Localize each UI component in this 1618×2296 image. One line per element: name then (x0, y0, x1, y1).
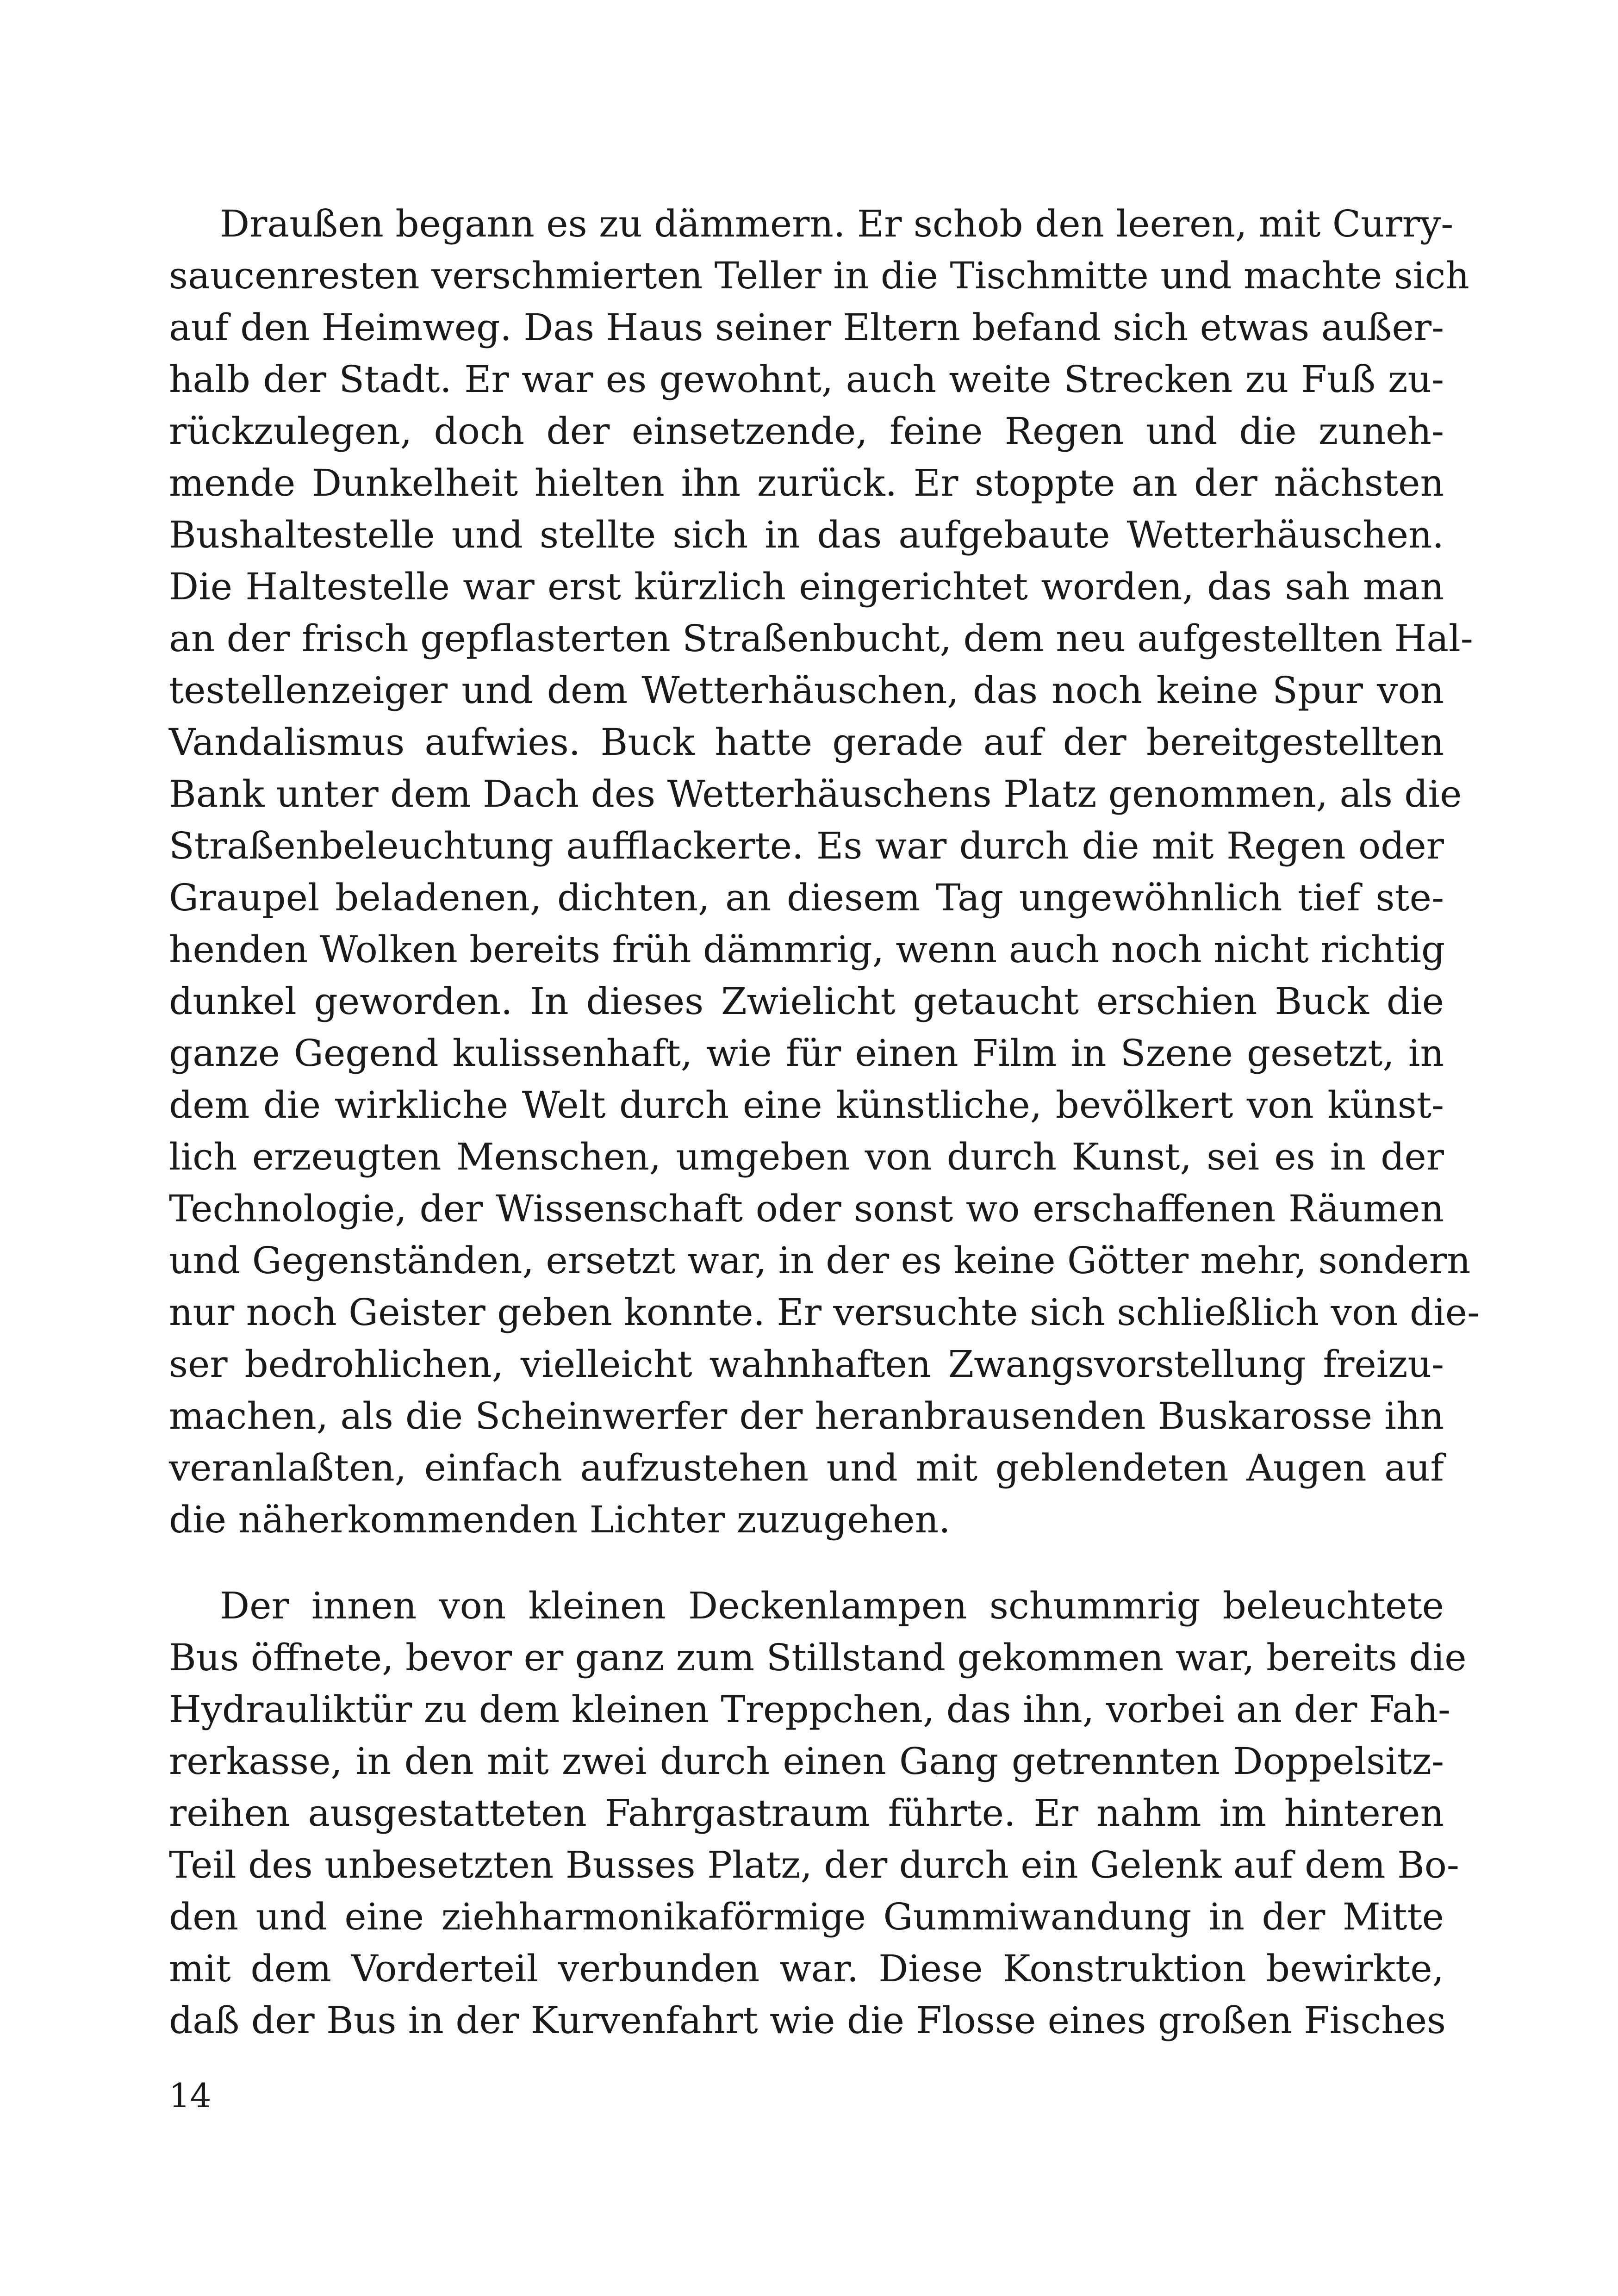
text-line: auf den Heimweg. Das Haus seiner Eltern befand sich etwas außer- (169, 306, 1444, 349)
text-line: Hydrauliktür zu dem kleinen Treppchen, das ihn, vorbei an der Fah- (169, 1688, 1451, 1731)
text-line: Vandalismus aufwies. Buck hatte gerade auf der bereitgestellten (169, 721, 1444, 764)
text-line: saucenresten verschmierten Teller in die Tischmitte und machte sich (169, 254, 1469, 297)
text-line: lich erzeugten Menschen, umgeben von durch Kunst, sei es in der (169, 1135, 1444, 1178)
text-line: den und eine ziehharmonikaförmige Gummiwandung in der Mitte (169, 1895, 1444, 1938)
paragraph (169, 1580, 1467, 2047)
text-line: daß der Bus in der Kurvenfahrt wie die Flosse eines großen Fisches (169, 1999, 1446, 2042)
paragraph-gap (169, 1546, 1444, 1580)
text-line: rückzulegen, doch der einsetzende, feine Regen und die zuneh- (169, 410, 1444, 453)
text-line: Der innen von kleinen Deckenlampen schummrig beleuchtete (220, 1584, 1444, 1627)
text-line: Bus öffnete, bevor er ganz zum Stillstand gekommen war, bereits die (169, 1636, 1467, 1679)
text-line: reihen ausgestatteten Fahrgastraum führte. Er nahm im hinteren (169, 1792, 1444, 1835)
text-line: henden Wolken bereits früh dämmrig, wenn auch noch nicht richtig (169, 928, 1445, 971)
text-line: die näherkommenden Lichter zuzugehen. (169, 1498, 951, 1541)
text-line: Technologie, der Wissenschaft oder sonst wo erschaffenen Räumen (169, 1187, 1444, 1230)
page-number: 14 (169, 2076, 212, 2115)
text-line: testellenzeiger und dem Wetterhäuschen, das noch keine Spur von (169, 669, 1444, 712)
text-line: dem die wirkliche Welt durch eine künstliche, bevölkert von künst- (169, 1083, 1444, 1126)
paragraph (169, 198, 1480, 1546)
text-line: ser bedrohlichen, vielleicht wahnhaften Zwangsvorstellung freizu- (169, 1343, 1444, 1386)
text-line: mende Dunkelheit hielten ihn zurück. Er stoppte an der nächsten (169, 461, 1444, 504)
body-text (169, 198, 1480, 2047)
text-line: rerkasse, in den mit zwei durch einen Gang getrennten Doppelsitz- (169, 1740, 1444, 1783)
text-line: an der frisch gepflasterten Straßenbucht, dem neu aufgestellten Hal- (169, 617, 1473, 660)
text-line: halb der Stadt. Er war es gewohnt, auch weite Strecken zu Fuß zu- (169, 358, 1444, 401)
text-line: und Gegenständen, ersetzt war, in der es keine Götter mehr, sondern (169, 1239, 1471, 1282)
text-line: Bushaltestelle und stellte sich in das aufgebaute Wetterhäuschen. (169, 513, 1444, 556)
text-line: ganze Gegend kulissenhaft, wie für einen Film in Szene gesetzt, in (169, 1032, 1444, 1075)
text-line: Draußen begann es zu dämmern. Er schob den leeren, mit Curry- (220, 202, 1454, 245)
text-line: dunkel geworden. In dieses Zwielicht getaucht erschien Buck die (169, 980, 1444, 1023)
text-line: mit dem Vorderteil verbunden war. Diese Konstruktion bewirkte, (169, 1947, 1444, 1990)
text-line: Graupel beladenen, dichten, an diesem Tag ungewöhnlich tief ste- (169, 876, 1444, 919)
text-line: machen, als die Scheinwerfer der heranbrausenden Buskarosse ihn (169, 1394, 1444, 1437)
text-line: veranlaßten, einfach aufzustehen und mit geblendeten Augen auf (169, 1446, 1444, 1489)
text-line: Bank unter dem Dach des Wetterhäuschens Platz genommen, als die (169, 772, 1462, 815)
text-line: Die Haltestelle war erst kürzlich eingerichtet worden, das sah man (169, 565, 1444, 608)
text-line: nur noch Geister geben konnte. Er versuchte sich schließlich von die- (169, 1291, 1480, 1334)
text-line: Straßenbeleuchtung aufflackerte. Es war durch die mit Regen oder (169, 824, 1444, 867)
text-line: Teil des unbesetzten Busses Platz, der durch ein Gelenk auf dem Bo- (169, 1843, 1459, 1886)
